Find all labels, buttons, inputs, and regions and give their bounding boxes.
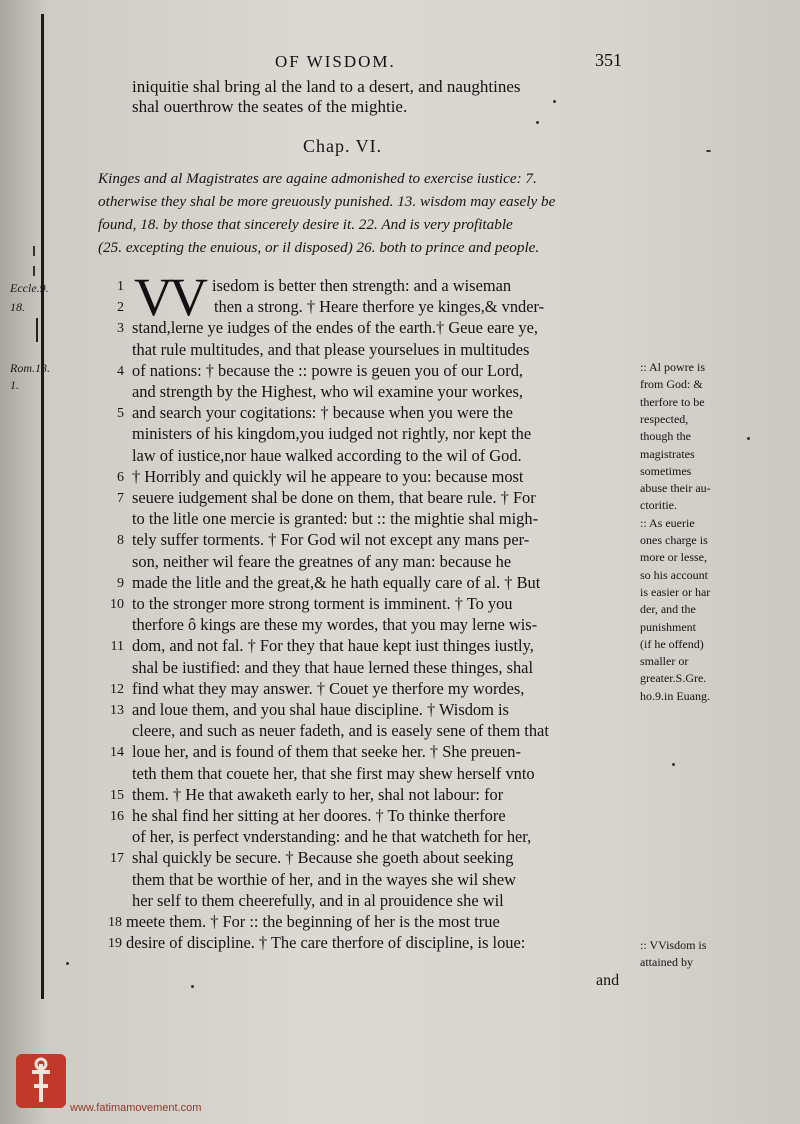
argument-line: Kinges and al Magistrates are againe admonished to exercise iustice: 7. <box>98 170 537 187</box>
margin-gloss-line: :: VVisdom is <box>640 938 707 952</box>
verse-number: 13 <box>110 703 124 718</box>
margin-gloss-line: ho.9.in Euang. <box>640 688 710 703</box>
left-border-rule-mark <box>36 318 38 342</box>
body-line: desire of discipline. † The care therfore of discipline, is loue: <box>126 933 526 953</box>
running-title: OF WISDOM. <box>275 52 396 71</box>
body-line: law of iustice,nor haue walked according to the wil of God. <box>132 445 522 465</box>
margin-gloss-line: magistrates <box>640 446 695 461</box>
verse-number: 7 <box>117 491 124 506</box>
drop-capital: VV <box>134 267 204 327</box>
verse-number: 1 <box>117 279 124 294</box>
margin-gloss-line: :: As euerie <box>640 515 695 530</box>
verse-number: 15 <box>110 787 124 803</box>
margin-gloss-line: so his account <box>640 567 708 582</box>
verse-number: 14 <box>110 745 124 761</box>
body-line: to the litle one mercie is granted: but :: the mightie shal migh- <box>132 509 539 529</box>
verse-number: 8 <box>117 533 124 549</box>
top-line: shal ouerthrow the seates of the mightie. <box>132 97 408 116</box>
margin-gloss-line: abuse their au- <box>640 481 711 496</box>
body-line: made the litle and the great,& he hath equally care of al. † But <box>132 572 541 592</box>
body-line: son, neither wil feare the greatnes of any man: because he <box>132 551 512 571</box>
argument-line: otherwise they shal be more greuously punished. 13. wisdom may easely be <box>98 193 556 210</box>
verse-number: 17 <box>110 851 124 867</box>
margin-reference: Eccle.9. <box>10 281 49 295</box>
margin-gloss-line: ctoritie. <box>640 498 677 513</box>
body-line: seuere iudgement shal be done on them, that beare rule. † For <box>132 488 536 507</box>
margin-gloss-line: der, and the <box>640 602 696 617</box>
body-line: then a strong. † Heare therfore ye kinges,& vnder- <box>214 297 545 317</box>
verse-number: 3 <box>117 321 124 337</box>
verse-number: 16 <box>110 809 124 824</box>
verse-number: 5 <box>117 406 124 422</box>
body-line: that rule multitudes, and that please yourselues in multitudes <box>132 339 530 359</box>
argument-line: found, 18. by those that sincerely desire it. 22. And is very profitable <box>98 216 513 233</box>
margin-gloss-line: therfore to be <box>640 394 705 409</box>
verse-number: 10 <box>110 597 124 612</box>
ink-speck <box>536 121 539 124</box>
body-line: dom, and not fal. † For they that haue kept iust thinges iustly, <box>132 636 534 656</box>
catchword: and <box>596 972 620 989</box>
body-line: her self to them cheerefully, and in al prouidence she wil <box>132 890 504 910</box>
body-line: them. † He that awaketh early to her, shal not labour: for <box>132 784 504 804</box>
body-line: them that be worthie of her, and in the wayes she wil shew <box>132 869 516 889</box>
margin-gloss-line: smaller or <box>640 654 689 669</box>
margin-gloss-line: though the <box>640 429 691 444</box>
verse-number: 12 <box>110 681 124 697</box>
border-tick <box>33 246 35 256</box>
body-line: therfore ô kings are these my wordes, that you may lerne wis- <box>132 615 538 635</box>
ink-speck <box>553 100 556 103</box>
margin-reference: Rom.13. <box>10 361 50 375</box>
ink-speck <box>66 962 69 965</box>
body-line: of nations: † because the :: powre is geuen you of our Lord, <box>132 360 523 380</box>
argument-line: (25. excepting the enuious, or il disposed) 26. both to prince and people. <box>98 239 540 256</box>
page-number: 351 <box>595 50 622 70</box>
verse-number: 4 <box>117 363 124 379</box>
margin-reference: 1. <box>10 378 19 392</box>
verse-number: 6 <box>117 469 124 485</box>
margin-gloss-line: ones charge is <box>640 533 708 547</box>
margin-gloss-line: (if he offend) <box>640 636 704 651</box>
margin-gloss-line: from God: & <box>640 377 703 392</box>
ink-speck <box>747 437 750 440</box>
body-line: find what they may answer. † Couet ye therfore my wordes, <box>132 678 525 698</box>
chapter-title: Chap. VI. <box>303 136 383 156</box>
margin-gloss-line: attained by <box>640 955 693 969</box>
body-line: † Horribly and quickly wil he appeare to you: because most <box>132 466 524 486</box>
body-line: isedom is better then strength: and a wiseman <box>212 276 512 295</box>
body-line: tely suffer torments. † For God wil not except any mans per- <box>132 530 530 550</box>
body-line: ministers of his kingdom,you iudged not rightly, nor kept the <box>132 424 532 444</box>
body-line: cleere, and such as neuer fadeth, and is easely sene of them that <box>132 721 549 741</box>
body-line: shal be iustified: and they that haue lerned these thinges, shal <box>132 657 534 677</box>
body-line: to the stronger more strong torment is imminent. † To you <box>132 594 513 613</box>
body-line: he shal find her sitting at her doores. † To thinke therfore <box>132 806 506 825</box>
verse-number: 18 <box>108 915 122 930</box>
body-line: of her, is perfect vnderstanding: and he that watcheth for her, <box>132 827 532 847</box>
body-line: teth them that couete her, that she first may shew herself vnto <box>132 763 535 783</box>
margin-gloss-line: more or lesse, <box>640 550 707 565</box>
body-line: meete them. † For :: the beginning of her is the most true <box>126 912 500 931</box>
body-line: and search your cogitations: † because when you were the <box>132 403 513 423</box>
margin-reference: 18. <box>10 300 25 314</box>
body-line: stand,lerne ye iudges of the endes of the earth.† Geue eare ye, <box>132 318 538 338</box>
border-tick <box>33 266 35 276</box>
margin-gloss-line: sometimes <box>640 463 692 478</box>
body-line: loue her, and is found of them that seeke her. † She preuen- <box>132 742 521 762</box>
margin-gloss-line: punishment <box>640 619 696 634</box>
left-border-rule <box>41 14 44 999</box>
fatima-movement-logo <box>14 1052 68 1112</box>
ink-speck <box>672 763 675 766</box>
verse-number: 9 <box>117 575 124 591</box>
margin-gloss-line: greater.S.Gre. <box>640 671 707 686</box>
body-line: shal quickly be secure. † Because she goeth about seeking <box>132 848 514 868</box>
body-line: and loue them, and you shal haue discipline. † Wisdom is <box>132 700 509 719</box>
margin-gloss-line: respected, <box>640 411 689 426</box>
ink-speck <box>191 985 194 988</box>
verse-number: 19 <box>108 936 122 952</box>
margin-gloss-line: :: Al powre is <box>640 360 705 374</box>
verse-number: 11 <box>110 639 124 655</box>
site-url: www.fatimamovement.com <box>70 1102 202 1114</box>
body-line: and strength by the Highest, who wil examine your workes, <box>132 382 524 401</box>
ink-speck <box>706 150 711 152</box>
top-line: iniquitie shal bring al the land to a desert, and naughtines <box>132 77 521 96</box>
verse-number: 2 <box>117 300 124 316</box>
margin-gloss-line: is easier or har <box>640 584 711 599</box>
